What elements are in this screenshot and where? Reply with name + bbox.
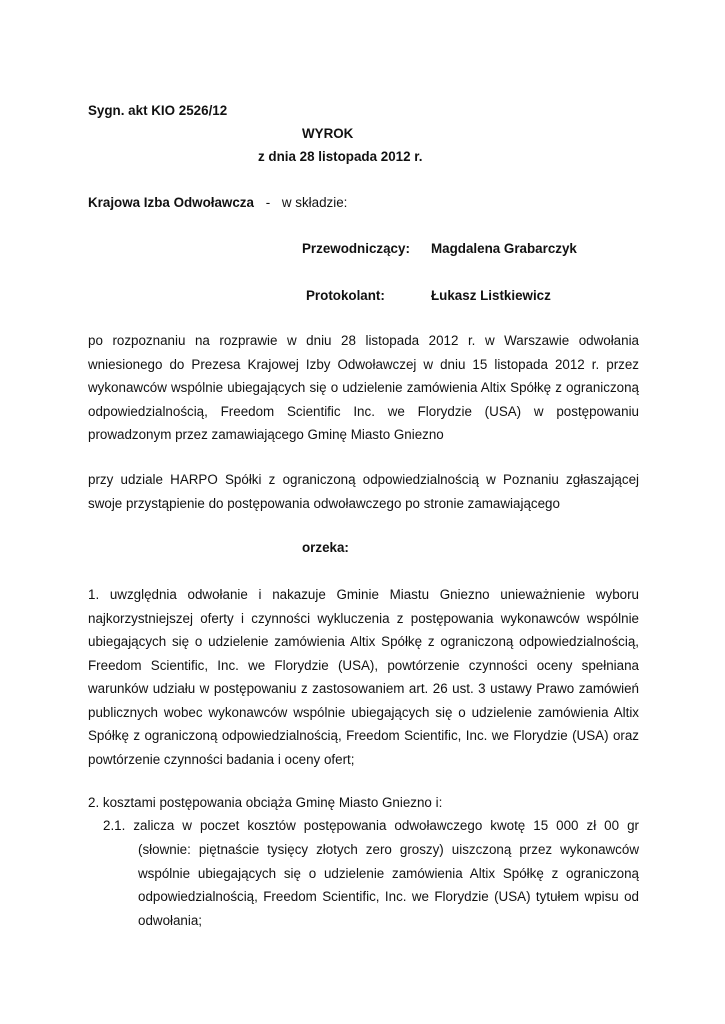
chamber-line — [88, 195, 347, 210]
intro-paragraph — [88, 329, 639, 447]
point-1-line: ubiegających się o udzielenie zamówienia Altix Spółkę z ograniczoną odpowiedzialnością, — [88, 634, 639, 649]
intro-line: wykonawców wspólnie ubiegających się o udzielenie zamówienia Altix Spółkę z ograniczoną — [88, 380, 639, 395]
intro-line: prowadzonym przez zamawiającego Gminę Miasto Gniezno — [88, 427, 444, 442]
chair-label: Przewodniczący: — [302, 241, 410, 256]
point-1-line: powtórzenie czynności badania i oceny ofert; — [88, 751, 355, 767]
point-2-1-line: odpowiedzialnością, Freedom Scientific, Inc. we Florydzie (USA) tytułem wpisu od — [138, 889, 639, 904]
participation-paragraph — [88, 468, 639, 515]
point-2-1-line: (słownie: piętnaście tysięcy złotych zero groszy) uiszczoną przez wykonawców — [138, 842, 639, 857]
point-2-1-line: wspólnie ubiegających się o udzielenie zamówienia Altix Spółkę z ograniczoną — [138, 865, 639, 881]
chamber-separator: - — [265, 195, 271, 210]
ruling-point-1 — [88, 583, 639, 771]
chair-name: Magdalena Grabarczyk — [431, 241, 577, 256]
point-2-1-line: odwołania; — [138, 912, 203, 928]
point-1-line: publicznych wobec wykonawców wspólnie ubiegających się o udzielenie zamówienia Altix — [88, 704, 639, 720]
ruling-point-2-1-first — [103, 814, 639, 838]
point-1-line: Spółkę z ograniczoną odpowiedzialnością, Freedom Scientific, Inc. we Florydzie (USA) oraz — [88, 728, 639, 743]
chamber-name: Krajowa Izba Odwoławcza — [88, 195, 254, 210]
chamber-composition: w składzie: — [281, 195, 348, 210]
point-2-1-line: 2.1. zalicza w poczet kosztów postępowania odwoławczego kwotę 15 000 zł 00 gr — [103, 818, 639, 833]
point-1-line: Freedom Scientific, Inc. we Florydzie (USA), powtórzenie czynności oceny spełniana — [88, 657, 639, 673]
point-1-line: najkorzystniejszej oferty i czynności wykluczenia z postępowania wykonawców wspólnie — [88, 610, 639, 626]
intro-line: odpowiedzialnością, Freedom Scientific Inc. we Florydzie (USA) w postępowaniu — [88, 403, 639, 419]
document-title: WYROK — [302, 126, 354, 141]
point-1-line: 1. uwzględnia odwołanie i nakazuje Gminie Miastu Gniezno unieważnienie wyboru — [88, 587, 639, 602]
ruling-heading: orzeka: — [302, 540, 349, 555]
participation-line: swoje przystąpienie do postępowania odwoławczego po stronie zamawiającego — [88, 495, 560, 511]
point-1-line: warunków udziału w postępowaniu z zastosowaniem art. 26 ust. 3 ustawy Prawo zamówień — [88, 681, 639, 696]
ruling-point-2-1 — [138, 838, 639, 932]
intro-line: wniesionego do Prezesa Krajowej Izby Odwoławczej w dniu 15 listopada 2012 r. przez — [88, 356, 639, 372]
case-reference: Sygn. akt KIO 2526/12 — [88, 103, 228, 118]
clerk-name: Łukasz Listkiewicz — [431, 288, 551, 303]
participation-line: przy udziale HARPO Spółki z ograniczoną odpowiedzialnością w Poznaniu zgłaszającej — [88, 472, 639, 487]
intro-line: po rozpoznaniu na rozprawie w dniu 28 listopada 2012 r. w Warszawie odwołania — [88, 333, 639, 348]
judgment-date: z dnia 28 listopada 2012 r. — [258, 149, 423, 164]
clerk-label: Protokolant: — [306, 288, 385, 303]
ruling-point-2-intro: 2. kosztami postępowania obciąża Gminę Miasto Gniezno i: — [88, 795, 443, 810]
